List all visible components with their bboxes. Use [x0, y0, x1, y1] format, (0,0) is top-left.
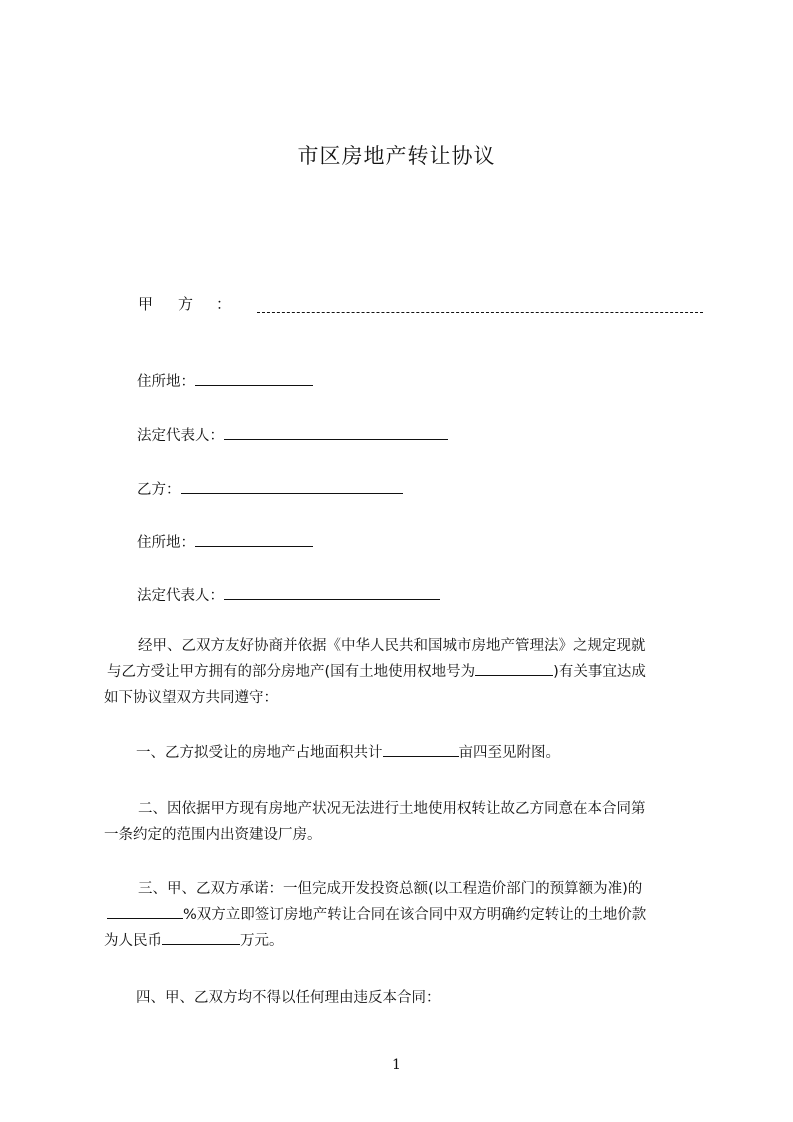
clause-2-line-2: 一条约定的范围内出资建设厂房。: [104, 827, 322, 843]
clause-2-line-1: 二、因依据甲方现有房地产状况无法进行土地使用权转让故乙方同意在本合同第: [138, 801, 646, 817]
clause-3: [104, 876, 704, 954]
land-number-blank: [475, 661, 553, 676]
party-b-row: [137, 479, 403, 500]
page-number: 1: [392, 1057, 401, 1073]
party-a-rep-row: [137, 425, 448, 446]
party-a-address-blank: [195, 371, 313, 386]
party-b-rep-blank: [224, 585, 440, 600]
party-a-rep-label: 法定代表人：: [137, 428, 224, 444]
intro-line-1: 经甲、乙双方友好协商并依据《中华人民共和国城市房地产管理法》之规定现就: [138, 638, 646, 654]
party-b-rep-row: [137, 585, 440, 606]
clause-3-line-1: 三、甲、乙双方承诺：一但完成开发投资总额(以工程造价部门的预算额为准)的: [138, 881, 643, 897]
party-a-label-char-1: 甲: [138, 295, 154, 313]
party-a-address-row: [137, 371, 313, 392]
party-b-label: 乙方：: [137, 482, 181, 498]
price-blank: [162, 930, 240, 945]
party-b-address-label: 住所地：: [137, 535, 195, 551]
clause-2: [104, 796, 704, 848]
percent-blank: [107, 904, 183, 919]
intro-line-3: 如下协议望双方共同遵守：: [104, 690, 278, 706]
document-title: 市区房地产转让协议: [297, 144, 496, 168]
party-a-blank: [257, 311, 703, 313]
clause-3-line-3: 为人民币 万元。: [104, 928, 704, 954]
party-a-label-char-2: 方: [178, 295, 194, 313]
party-b-address-blank: [195, 532, 313, 547]
clause-1: 一、乙方拟受让的房地产占地面积共计 亩四至见附图。: [136, 740, 736, 766]
party-b-address-row: [137, 532, 313, 553]
intro-line-2: 与乙方受让甲方拥有的部分房地产(国有土地使用权地号为 )有关事宜达成: [104, 659, 704, 685]
party-b-blank: [181, 479, 403, 494]
clause-4: 四、甲、乙双方均不得以任何理由违反本合同：: [136, 990, 441, 1006]
party-a-address-label: 住所地：: [137, 374, 195, 390]
area-blank: [383, 742, 459, 757]
party-a-rep-blank: [224, 425, 448, 440]
party-a-colon: ：: [216, 295, 232, 313]
party-b-rep-label: 法定代表人：: [137, 588, 224, 604]
clause-3-line-2: %双方立即签订房地产转让合同在该合同中双方明确约定转让的土地价款: [104, 902, 704, 928]
intro-paragraph: [104, 633, 704, 711]
